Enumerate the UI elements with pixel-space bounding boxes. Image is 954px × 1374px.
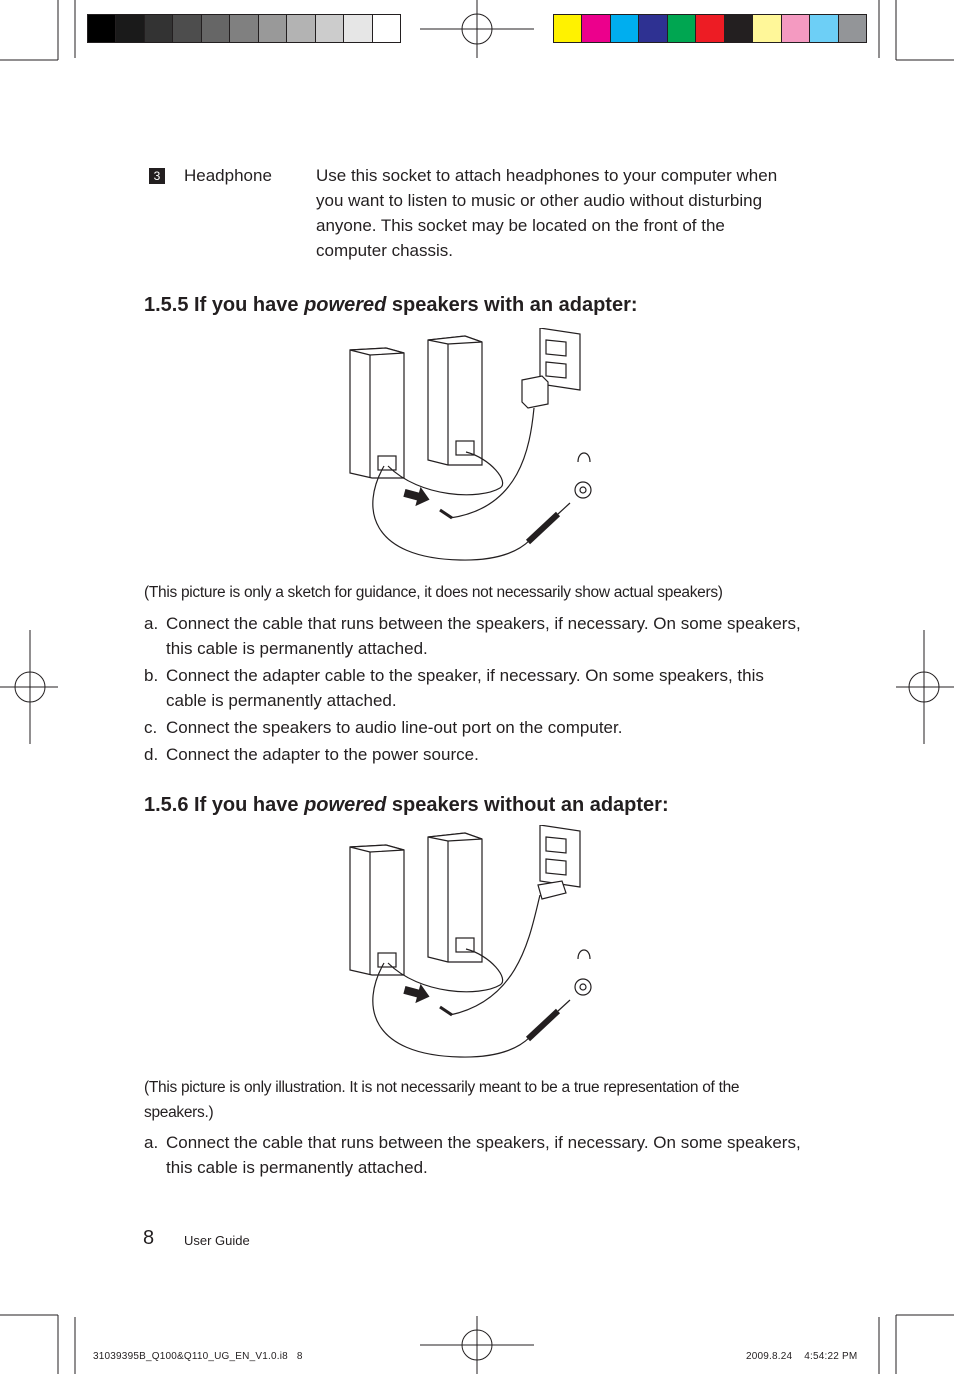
headphone-label: Headphone [184, 166, 272, 185]
list-item: b. Connect the adapter cable to the speaker, if necessary. On some speakers, this cable is permanently attached. [144, 666, 764, 710]
speaker-adapter-diagram [340, 328, 610, 564]
item-number-badge: 3 [149, 168, 165, 184]
headphone-description: Use this socket to attach headphones to your computer when you want to listen to music or other audio without disturbing anyone. This socket may be located on the front of the computer chassis. [316, 166, 778, 260]
section-heading-without-adapter: 1.5.6 If you have powered speakers without an adapter: [144, 794, 669, 816]
section-heading-with-adapter: 1.5.5 If you have powered speakers with an adapter: [144, 294, 638, 316]
list-item: d. Connect the adapter to the power source. [144, 745, 479, 764]
steps-list-no-adapter [144, 1130, 804, 1182]
list-item: c. Connect the speakers to audio line-out port on the computer. [144, 718, 623, 737]
print-slug-file: 31039395B_Q100&Q110_UG_EN_V1.0.i8 8 [93, 1351, 303, 1362]
page-number: 8 [143, 1227, 155, 1249]
speaker-no-adapter-diagram [340, 825, 610, 1061]
list-item: a. Connect the cable that runs between the speakers, if necessary. On some speakers, this cable is permanently attached. [144, 614, 801, 658]
steps-list-adapter [144, 611, 804, 769]
print-slug-date: 2009.8.24 4:54:22 PM [746, 1351, 858, 1362]
figure-caption-adapter: (This picture is only a sketch for guidance, it does not necessarily show actual speakers) [144, 584, 723, 601]
figure-caption-no-adapter: (This picture is only illustration. It is not necessarily meant to be a true representation of the speakers.) [144, 1079, 740, 1121]
list-item: a. Connect the cable that runs between the speakers, if necessary. On some speakers, this cable is permanently attached. [144, 1133, 801, 1177]
footer-label: User Guide [184, 1233, 250, 1248]
